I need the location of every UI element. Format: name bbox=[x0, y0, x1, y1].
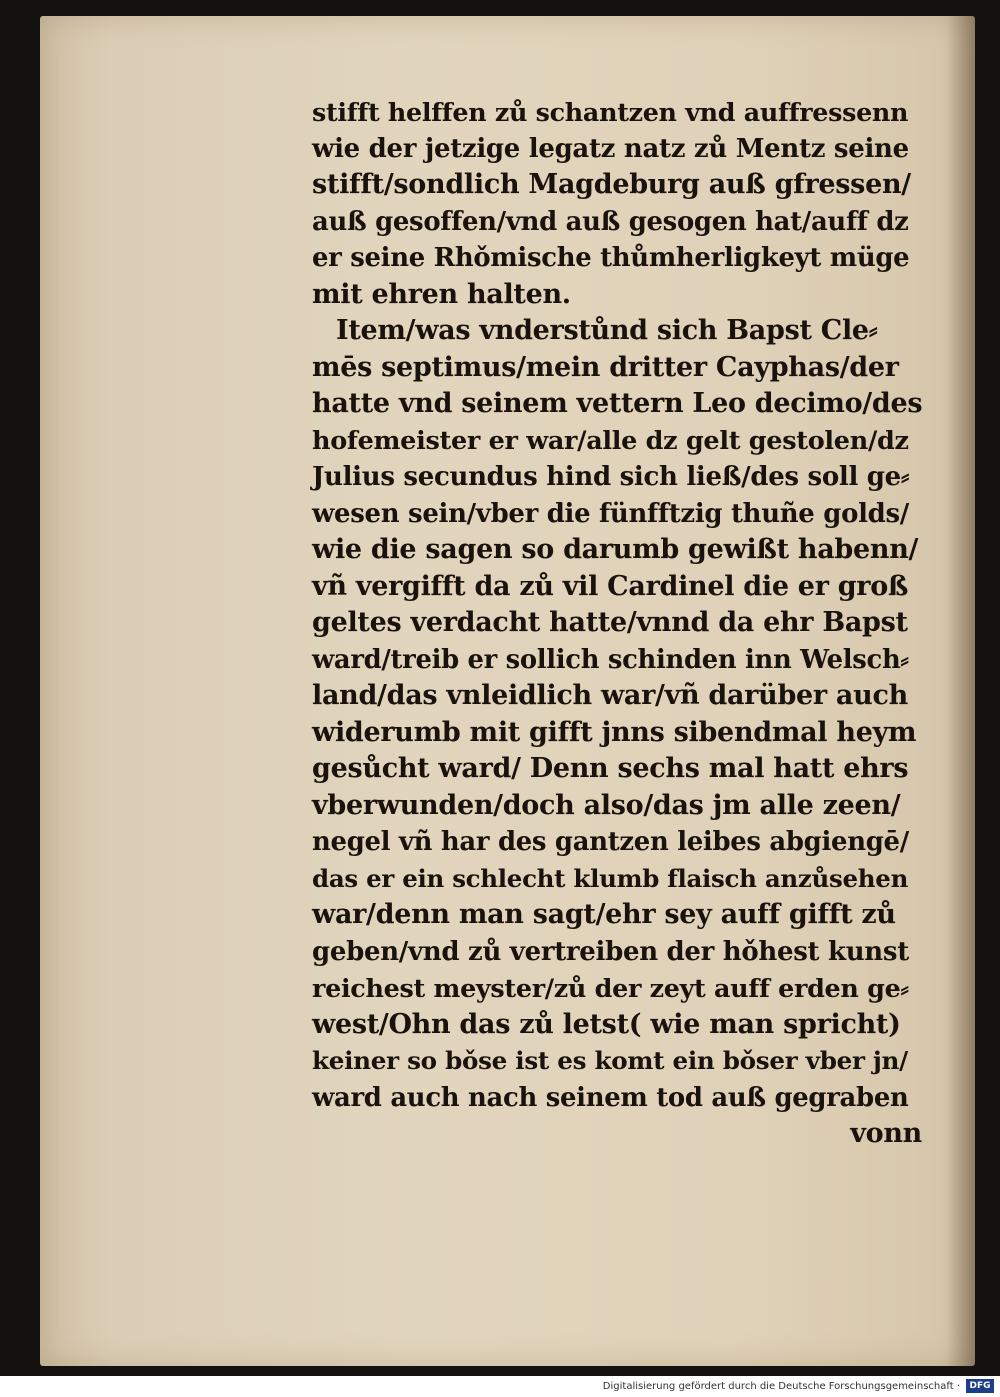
text-line: ward auch nach seinem tod auß gegraben bbox=[312, 1082, 909, 1113]
text-line: wie der jetzige legatz natz zů Mentz seine bbox=[312, 133, 909, 164]
text-line: reichest meyster/zů der zeyt auff erden ge⸗ bbox=[312, 973, 909, 1003]
paragraph-start-line: Item/was vnderstůnd sich Bapst Cle⸗ bbox=[336, 315, 878, 346]
text-line: widerumb mit gifft jnns sibendmal heym bbox=[312, 716, 917, 748]
text-line: Julius secundus hind sich ließ/des soll ge⸗ bbox=[312, 462, 910, 492]
text-line: auß gesoffen/vnd auß gesogen hat/auff dz bbox=[312, 206, 909, 237]
spine-shadow bbox=[947, 16, 975, 1366]
text-line: mēs septimus/mein dritter Cayphas/der bbox=[312, 351, 899, 383]
text-line: stifft helffen zů schantzen vnd auffressenn bbox=[312, 97, 909, 127]
text-line: keiner so bǒse ist es komt ein bǒser vber jn/ bbox=[312, 1046, 908, 1075]
text-line: wesen sein/vber die fünfftzig thuñe golds/ bbox=[312, 498, 909, 529]
text-line: geben/vnd zů vertreiben der hǒhest kunst bbox=[312, 936, 909, 967]
text-line: hatte vnd seinem vettern Leo decimo/des bbox=[312, 388, 923, 419]
text-line: ward/treib er sollich schinden inn Welsch⸗ bbox=[312, 644, 909, 675]
text-line: negel vñ har des gantzen leibes abgiengē/ bbox=[312, 827, 909, 857]
text-line: gesůcht ward/ Denn sechs mal hatt ehrs bbox=[312, 753, 909, 784]
text-line: geltes verdacht hatte/vnnd da ehr Bapst bbox=[312, 607, 908, 638]
text-block bbox=[312, 94, 922, 1153]
text-line: vberwunden/doch also/das jm alle zeen/ bbox=[312, 789, 901, 821]
text-line: mit ehren halten. bbox=[312, 278, 571, 310]
book-page bbox=[40, 16, 975, 1366]
text-line: war/denn man sagt/ehr sey auff gifft zů bbox=[312, 899, 896, 930]
text-line: stifft/sondlich Magdeburg auß gfressen/ bbox=[312, 169, 911, 200]
dfg-logo: DFG bbox=[966, 1379, 994, 1393]
text-line: hofemeister er war/alle dz gelt gestolen/dz bbox=[312, 425, 909, 456]
text-line: er seine Rhǒmische thůmherligkeyt müge bbox=[312, 243, 910, 273]
text-line: west/Ohn das zů letst( wie man spricht) bbox=[312, 1008, 901, 1040]
text-line: wie die sagen so darumb gewißt habenn/ bbox=[312, 534, 919, 565]
catchword: vonn bbox=[850, 1118, 922, 1149]
text-line: das er ein schlecht klumb flaisch anzůsehen bbox=[312, 863, 909, 893]
footer-bar bbox=[0, 1376, 1000, 1397]
text-line: land/das vnleidlich war/vñ darüber auch bbox=[312, 680, 908, 711]
funding-credit: Digitalisierung gefördert durch die Deutsche Forschungsgemeinschaft · bbox=[602, 1381, 960, 1392]
text-line: vñ vergifft da zů vil Cardinel die er groß bbox=[312, 570, 909, 602]
